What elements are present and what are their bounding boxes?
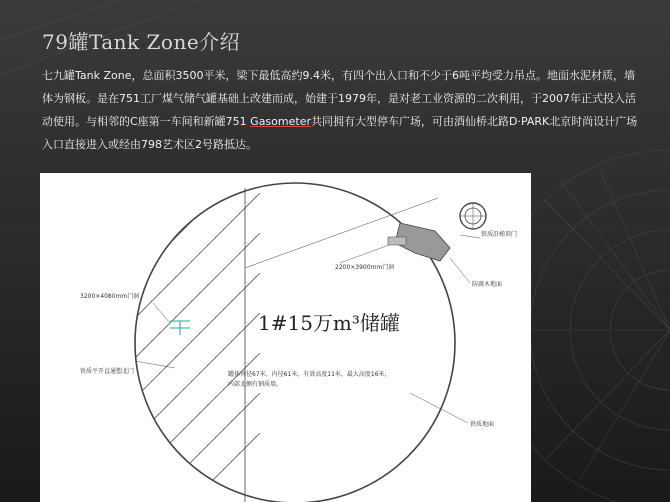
description-text-2: 共同拥有大型停车广场，可由酒仙桥北路D·PARK北京时尚设计广场入口直接进入或经由798艺术区2号路抵达。 bbox=[42, 115, 638, 151]
description-text-1: 七九罐Tank Zone，总面积3500平米，梁下最低高约9.4米，有四个出入口和不少于6吨平均受力吊点。地面水泥材质，墙体为钢板。是在751工厂煤气储气罐基础上改建而成，始建于1979年，是对老工业资源的二次利用，于2007年正式投入活动使用。与相邻的C座第一车间和新罐751 bbox=[42, 69, 636, 128]
tank-plan-svg bbox=[40, 173, 531, 502]
tank-spec-line-1: 罐体外径67米，内径61米，有效高度11米，最大高度16米， bbox=[228, 371, 391, 378]
stair-element bbox=[395, 203, 486, 261]
tank-spec-line-2: 内部北侧有钢质墙。 bbox=[228, 381, 283, 388]
page-title: 79罐Tank Zone介绍 bbox=[42, 30, 241, 54]
description-paragraph bbox=[42, 64, 642, 156]
door-left-label: 3200×4080mm门洞 bbox=[80, 293, 140, 300]
door-top-mark bbox=[340, 237, 406, 263]
stair-label: 铁质沿梯顶门 bbox=[481, 231, 518, 238]
tank-main-label: 1#15万m³储罐 bbox=[258, 311, 400, 335]
gasometer-link[interactable]: Gasometer bbox=[250, 115, 311, 128]
tank-floor-plan bbox=[40, 173, 531, 502]
left-door-label: 铁质平开直通塑北门 bbox=[80, 368, 135, 375]
hatched-area bbox=[80, 173, 260, 502]
floor-label: 铁质地面 bbox=[470, 421, 495, 428]
waterproof-label: 防腐木地面 bbox=[472, 281, 503, 288]
door-top-label: 2200×3900mm门洞 bbox=[335, 264, 395, 271]
